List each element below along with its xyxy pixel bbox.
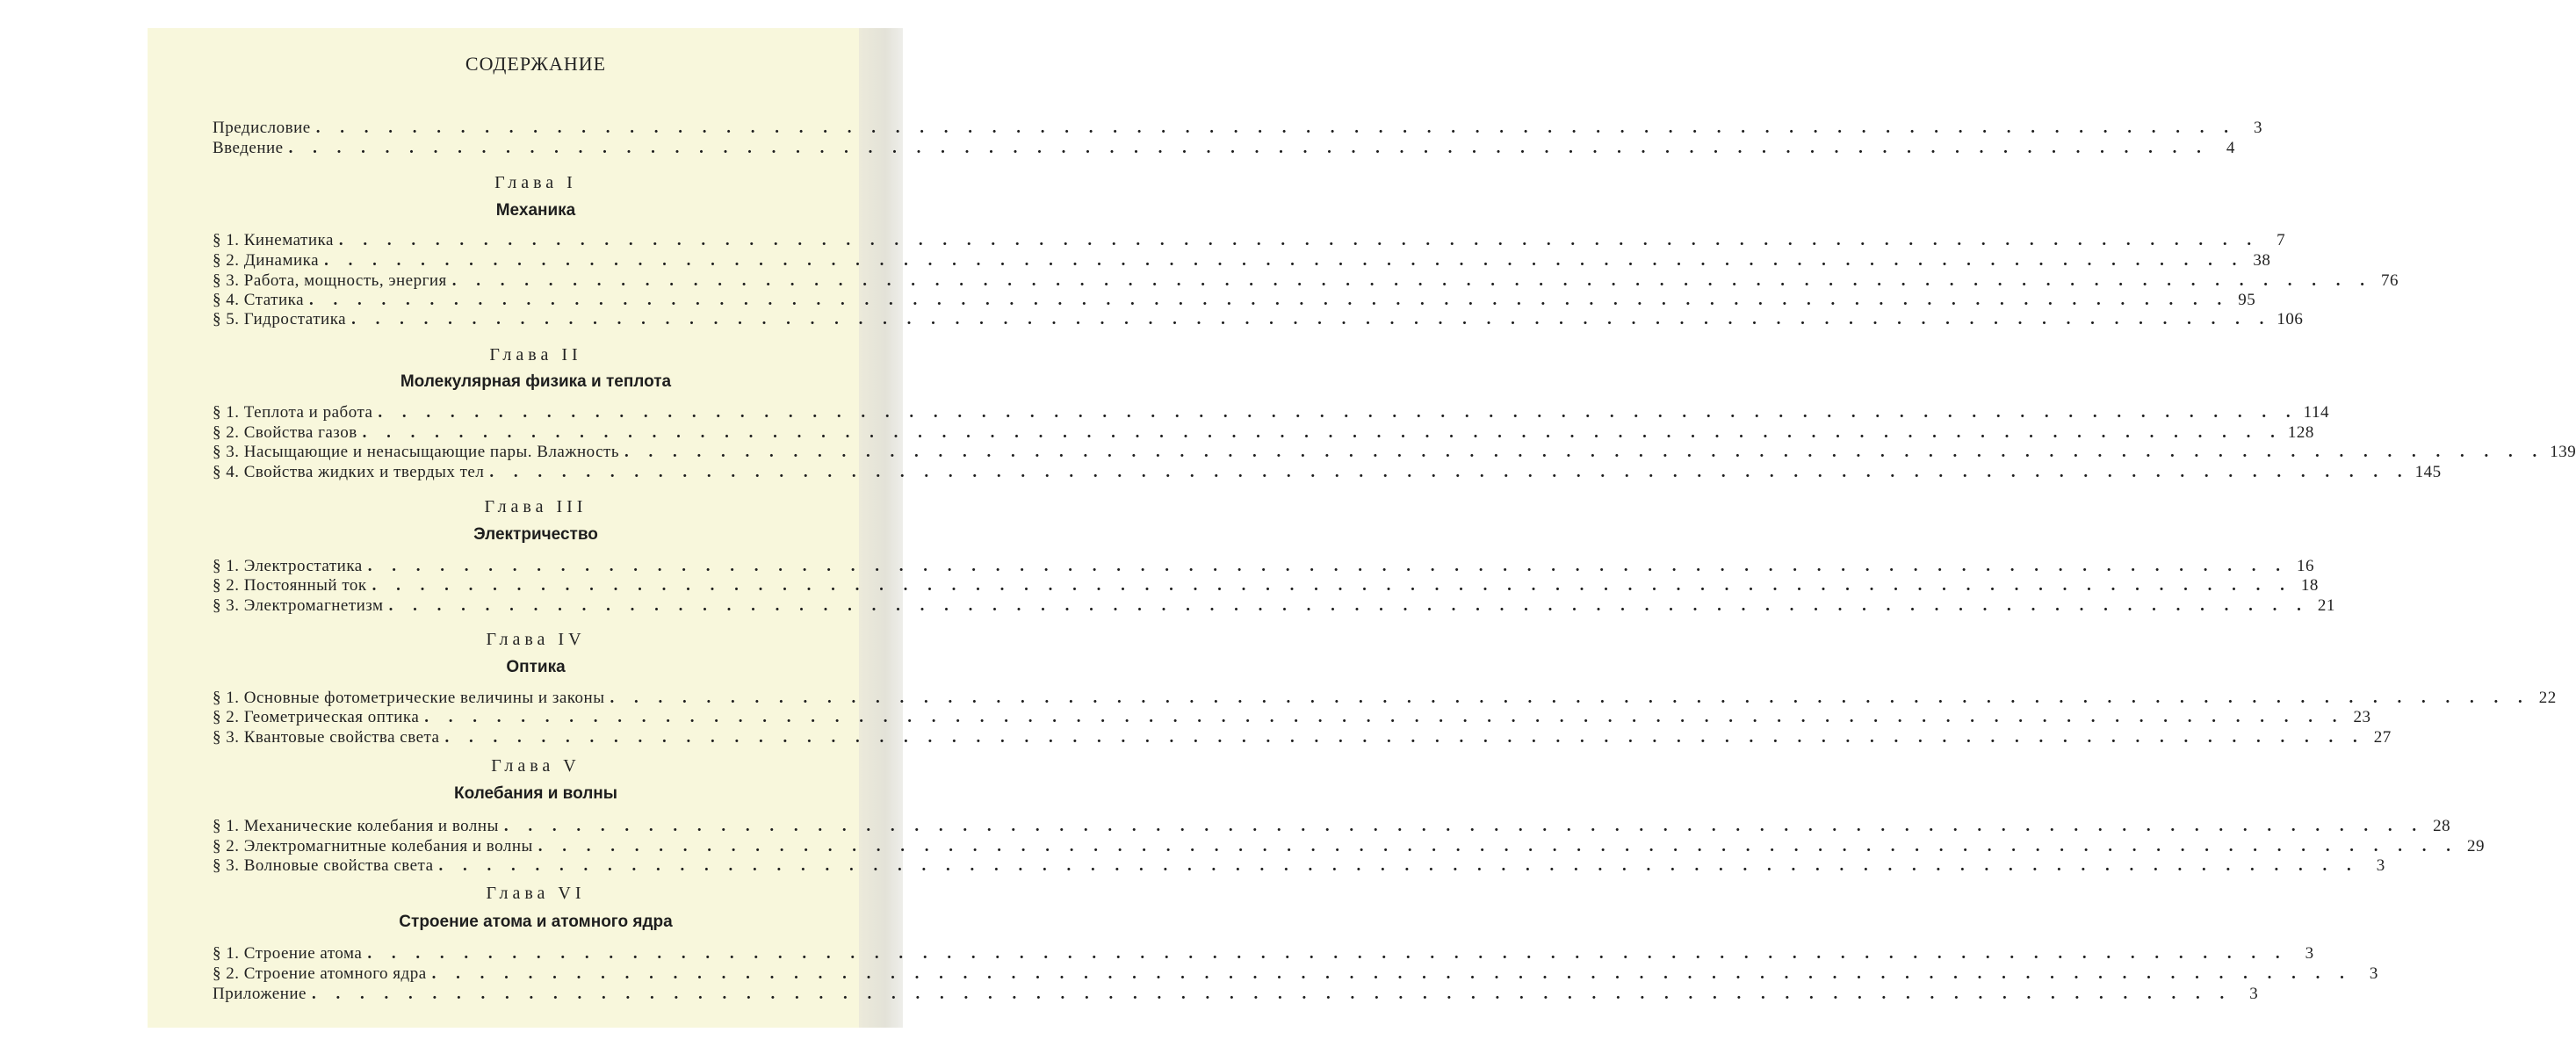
toc-entry-label: § 3. Волновые свойства света (213, 856, 434, 875)
toc-entry-label: Предисловие (213, 119, 311, 137)
toc-entry-page: 38 (2253, 251, 2271, 270)
toc-entry-label: § 2. Свойства газов (213, 423, 357, 442)
toc-leader-dots: . . . . . . . . . . . . . . . . . . . . . . . . . . . . . . . . . . . . . . . . . . . . . . . . . . . . . . . . . . . . . . . . . . . . . . . . . . . . . . . . (438, 856, 2359, 875)
toc-entry (213, 443, 2576, 463)
toc-leader-dots: . . . . . . . . . . . . . . . . . . . . . . . . . . . . . . . . . . . . . . . . . . . . . . . . . . . . . . . . . . . . . . . . . . . . . . . . . . . . . . . . (378, 403, 2298, 422)
toc-entry-label: § 3. Насыщающие и ненасыщающие пары. Влажность (213, 443, 620, 461)
toc-entry-label: § 2. Постоянный ток (213, 576, 367, 595)
toc-entry (213, 944, 2314, 964)
chapter-title-1: Механика (495, 201, 576, 220)
chapter-title-2: Молекулярная физика и теплота (400, 372, 672, 391)
toc-entry-label: § 1. Механические колебания и волны (213, 817, 499, 835)
toc-entry (213, 817, 2451, 837)
toc-entry (213, 271, 2399, 292)
toc-entry-label: § 2. Электромагнитные колебания и волны (213, 837, 533, 855)
toc-entry (213, 231, 2286, 251)
toc-entry-page: 3 (2253, 119, 2262, 137)
toc-leader-dots: . . . . . . . . . . . . . . . . . . . . . . . . . . . . . . . . . . . . . . . . . . . . . . . . . . . . . . . . . . . . . . . . . . . . . . . . . . . . . . . . (324, 251, 2245, 270)
toc-leader-dots: . . . . . . . . . . . . . . . . . . . . . . . . . . . . . . . . . . . . . . . . . . . . . . . . . . . . . . . . . . . . . . . . . . . . . . . . . . . . . . . . (362, 423, 2283, 442)
toc-entry (213, 576, 2319, 596)
toc-leader-dots: . . . . . . . . . . . . . . . . . . . . . . . . . . . . . . . . . . . . . . . . . . . . . . . . . . . . . . . . . . . . . . . . . . . . . . . . . . . . . . . . (372, 576, 2292, 595)
toc-leader-dots: . . . . . . . . . . . . . . . . . . . . . . . . . . . . . . . . . . . . . . . . . . . . . . . . . . . . . . . . . . . . . . . . . . . . . . . . . . . . . . . . (451, 271, 2373, 290)
toc-entry-label: § 1. Кинематика (213, 231, 334, 249)
toc-entry (213, 310, 2304, 330)
chapter-title-6: Строение атома и атомного ядра (399, 913, 673, 931)
toc-entry-label: § 4. Свойства жидких и твердых тел (213, 463, 485, 481)
toc-entry-foreword (213, 119, 2262, 139)
toc-leader-dots: . . . . . . . . . . . . . . . . . . . . . . . . . . . . . . . . . . . . . . . . . . . . . . . . . . . . . . . . . . . . . . . . . . . . . . . . . . . . . . . . (351, 310, 2272, 328)
toc-entry (213, 463, 2442, 483)
toc-entry-page: 27 (2373, 728, 2392, 747)
toc-leader-dots: . . . . . . . . . . . . . . . . . . . . . . . . . . . . . . . . . . . . . . . . . . . . . . . . . . . . . . . . . . . . . . . . . . . . . . . . . . . . . . . . (624, 443, 2545, 461)
toc-entry-label: § 1. Электростатика (213, 557, 363, 575)
toc-leader-dots: . . . . . . . . . . . . . . . . . . . . . . . . . . . . . . . . . . . . . . . . . . . . . . . . . . . . . . . . . . . . . . . . . . . . . . . . . . . . . . . . (538, 837, 2459, 855)
toc-entry-page: 23 (2353, 708, 2371, 726)
toc-leader-dots: . . . . . . . . . . . . . . . . . . . . . . . . . . . . . . . . . . . . . . . . . . . . . . . . . . . . . . . . . . . . . . . . . . . . . . . . . . . . . . . . (424, 708, 2345, 726)
toc-leader-dots: . . . . . . . . . . . . . . . . . . . . . . . . . . . . . . . . . . . . . . . . . . . . . . . . . . . . . . . . . . . . . . . . . . . . . . . . . . . . . . . . (367, 944, 2288, 963)
toc-entry-page: 7 (2277, 231, 2286, 249)
toc-entry-page: 21 (2317, 596, 2335, 615)
toc-entry-label: § 4. Статика (213, 291, 304, 309)
chapter-title-5: Колебания и волны (454, 784, 617, 803)
chapter-heading-4: Глава IV (486, 630, 586, 649)
toc-entry-page: 95 (2238, 291, 2256, 309)
chapter-heading-3: Глава III (484, 497, 588, 516)
toc-entry-page: 4 (2226, 139, 2235, 157)
toc-entry-appendix (213, 985, 2259, 1005)
chapter-title-4: Оптика (506, 658, 566, 676)
toc-leader-dots: . . . . . . . . . . . . . . . . . . . . . . . . . . . . . . . . . . . . . . . . . . . . . . . . . . . . . . . . . . . . . . . . . . . . . . . . . . . . . . . . (388, 596, 2309, 615)
toc-entry (213, 964, 2378, 985)
toc-leader-dots: . . . . . . . . . . . . . . . . . . . . . . . . . . . . . . . . . . . . . . . . . . . . . . . . . . . . . . . . . . . . . . . . . . . . . . . . . . . . . . . . (431, 964, 2352, 983)
toc-entry (213, 837, 2486, 857)
toc-leader-dots: . . . . . . . . . . . . . . . . . . . . . . . . . . . . . . . . . . . . . . . . . . . . . . . . . . . . . . . . . . . . . . . . . . . . . . . . . . . . . . . . (444, 728, 2365, 747)
toc-entry-label: Введение (213, 139, 284, 157)
toc-entry-page: 3 (2376, 856, 2385, 875)
chapter-heading-6: Глава VI (486, 884, 586, 903)
toc-entry-page: 76 (2381, 271, 2399, 290)
toc-entry (213, 423, 2314, 444)
chapter-heading-2: Глава II (489, 345, 582, 365)
toc-entry (213, 689, 2557, 709)
toc-entry-label: § 2. Геометрическая оптика (213, 708, 420, 726)
toc-entry-page: 145 (2414, 463, 2442, 481)
toc-entry-label: § 1. Теплота и работа (213, 403, 373, 422)
toc-entry-label: § 2. Динамика (213, 251, 320, 270)
toc-leader-dots: . . . . . . . . . . . . . . . . . . . . . . . . . . . . . . . . . . . . . . . . . . . . . . . . . . . . . . . . . . . . . . . . . . . . . . . . . . . . . . . . (489, 463, 2410, 481)
toc-entry-page: 22 (2538, 689, 2557, 707)
toc-entry-introduction (213, 139, 2235, 159)
toc-entry (213, 856, 2385, 877)
toc-entry-label: § 1. Основные фотометрические величины и законы (213, 689, 605, 707)
page-title: СОДЕРЖАНИЕ (465, 53, 607, 75)
toc-entry-page: 28 (2433, 817, 2451, 835)
toc-leader-dots: . . . . . . . . . . . . . . . . . . . . . . . . . . . . . . . . . . . . . . . . . . . . . . . . . . . . . . . . . . . . . . . . . . . . . . . . . . . . . . . . (610, 689, 2530, 707)
chapter-title-3: Электричество (473, 525, 598, 544)
toc-entry-label: § 3. Квантовые свойства света (213, 728, 440, 747)
toc-leader-dots: . . . . . . . . . . . . . . . . . . . . . . . . . . . . . . . . . . . . . . . . . . . . . . . . . . . . . . . . . . . . . . . . . . . . . . . . . . . . . . . . (367, 557, 2288, 575)
toc-entry-label: § 5. Гидростатика (213, 310, 347, 328)
chapter-heading-1: Глава I (494, 173, 577, 192)
toc-leader-dots: . . . . . . . . . . . . . . . . . . . . . . . . . . . . . . . . . . . . . . . . . . . . . . . . . . . . . . . . . . . . . . . . . . . . . . . . . . . . . . . . (288, 139, 2209, 157)
toc-entry-label: Приложение (213, 985, 307, 1003)
toc-entry-label: § 3. Электромагнетизм (213, 596, 384, 615)
toc-entry-page: 3 (2249, 985, 2259, 1003)
toc-entry-page: 18 (2300, 576, 2319, 595)
toc-entry-page: 3 (2369, 964, 2378, 983)
toc-leader-dots: . . . . . . . . . . . . . . . . . . . . . . . . . . . . . . . . . . . . . . . . . . . . . . . . . . . . . . . . . . . . . . . . . . . . . . . . . . . . . . . . (503, 817, 2425, 835)
toc-leader-dots: . . . . . . . . . . . . . . . . . . . . . . . . . . . . . . . . . . . . . . . . . . . . . . . . . . . . . . . . . . . . . . . . . . . . . . . . . . . . . . . . (338, 231, 2260, 249)
toc-entry (213, 251, 2271, 271)
toc-entry-page: 106 (2277, 310, 2304, 328)
toc-entry-page: 114 (2303, 403, 2329, 422)
toc-entry (213, 291, 2256, 311)
toc-entry-label: § 3. Работа, мощность, энергия (213, 271, 447, 290)
toc-entry-page: 29 (2467, 837, 2486, 855)
toc-entry (213, 403, 2329, 423)
toc-entry (213, 728, 2392, 748)
toc-entry-page: 128 (2287, 423, 2314, 442)
toc-entry-label: § 2. Строение атомного ядра (213, 964, 427, 983)
toc-leader-dots: . . . . . . . . . . . . . . . . . . . . . . . . . . . . . . . . . . . . . . . . . . . . . . . . . . . . . . . . . . . . . . . . . . . . . . . . . . . . . . . . (315, 119, 2236, 137)
chapter-heading-5: Глава V (491, 756, 581, 776)
toc-entry (213, 557, 2314, 577)
toc-entry-page: 139 (2550, 443, 2576, 461)
toc-entry (213, 708, 2371, 728)
toc-entry-page: 16 (2296, 557, 2314, 575)
toc-leader-dots: . . . . . . . . . . . . . . . . . . . . . . . . . . . . . . . . . . . . . . . . . . . . . . . . . . . . . . . . . . . . . . . . . . . . . . . . . . . . . . . . (311, 985, 2233, 1003)
toc-leader-dots: . . . . . . . . . . . . . . . . . . . . . . . . . . . . . . . . . . . . . . . . . . . . . . . . . . . . . . . . . . . . . . . . . . . . . . . . . . . . . . . . (309, 291, 2230, 309)
toc-entry-page: 3 (2305, 944, 2314, 963)
toc-entry-label: § 1. Строение атома (213, 944, 363, 963)
toc-entry (213, 596, 2335, 617)
